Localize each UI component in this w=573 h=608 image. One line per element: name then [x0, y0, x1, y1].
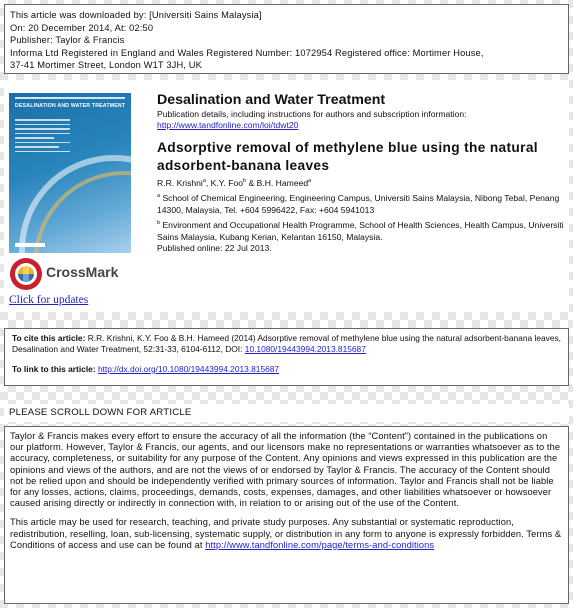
scroll-down-notice: PLEASE SCROLL DOWN FOR ARTICLE [4, 404, 569, 422]
author-name: & B.H. Hameed [246, 178, 309, 188]
affiliation-text: School of Chemical Engineering, Engineering Campus, Universiti Sains Malaysia, Nibong Tebal, Penang 14300, Malaysia, Tel. +604 5996422, Fax: +604 5941013 [157, 193, 560, 215]
affiliation-marker: a [202, 178, 206, 185]
doi-link[interactable]: 10.1080/19443994.2013.815687 [244, 344, 366, 355]
citation-box [4, 328, 569, 386]
cover-journal-name: DESALINATION AND WATER TREATMENT [15, 103, 126, 109]
disclaimer-paragraph: Taylor & Francis makes every effort to ensure the accuracy of all the information (the “Content”) contained in the publications on our platform. However, Taylor & Francis, our agents, and our licensors make no representations or warranties whatsoever as to the accuracy, completeness, or suitability for any purpose of the Content. Any opinions and views expressed in this publication are the opinions and views of the authors, and are not the views of or endorsed by Taylor & Francis. The accuracy of the Content should not be relied upon and should be independently verified with primary sources of information. Taylor and Francis shall not be liable for any losses, actions, claims, proceedings, demands, costs, expenses, damages, and other liabilities whatsoever or howsoever caused arising directly or indirectly in connection with, in relation to or arising out of the use of the Content. [10, 431, 561, 509]
crossmark-text: CrossMark [46, 264, 119, 280]
link-label: To link to this article: [12, 363, 98, 374]
affiliation-b [157, 220, 565, 243]
publication-details: Publication details, including instructions for authors and subscription information: [157, 109, 467, 119]
author-list [157, 178, 565, 189]
journal-title: Desalination and Water Treatment [157, 92, 386, 108]
publisher-line: Publisher: Taylor & Francis [10, 35, 125, 46]
download-date-line: On: 20 December 2014, At: 02:50 [10, 22, 154, 33]
affiliation-marker: a [308, 178, 312, 185]
affiliation-marker: b [157, 220, 161, 227]
registration-line: Informa Ltd Registered in England and Wales Registered Number: 1072954 Registered office: Mortimer House, [10, 47, 484, 58]
author-name: R.R. Krishni [157, 178, 203, 188]
article-meta [157, 92, 565, 254]
crossmark-badge[interactable] [9, 257, 119, 293]
usage-paragraph [10, 517, 563, 551]
address-line: 37-41 Mortimer Street, London W1T 3JH, UK [10, 60, 202, 71]
download-line: This article was downloaded by: [Universiti Sains Malaysia] [10, 10, 262, 20]
article-doi-url-link[interactable]: http://dx.doi.org/10.1080/19443994.2013.815687 [97, 363, 280, 374]
download-info-box [4, 4, 569, 74]
affiliation-marker: b [243, 178, 247, 185]
article-link-row [12, 364, 561, 375]
cite-text: R.R. Krishni, K.Y. Foo & B.H. Hameed (2014) Adsorptive removal of methylene blue using the natural adsorbent-banana leaves, Desalination and Water Treatment, 52:31-33, 6104-6112, DOI: [12, 333, 561, 355]
published-date: Published online: 22 Jul 2013. [157, 243, 272, 254]
journal-cover-image [9, 93, 131, 253]
affiliation-a [157, 193, 565, 216]
click-for-updates-link[interactable]: Click for updates [9, 294, 89, 306]
author-name: , K.Y. Foo [205, 178, 244, 188]
article-title: Adsorptive removal of methylene blue using the natural adsorbent-banana leaves [157, 140, 538, 173]
usage-text: This article may be used for research, teaching, and private study purposes. Any substantial or systematic reproduction, redistribution, reselling, loan, sub-licensing, systematic supply, or distribution in any form to anyone is expressly forbidden. Terms & Conditions of access and use can be found at [10, 517, 562, 550]
terms-box [4, 426, 569, 604]
journal-url-link[interactable]: http://www.tandfonline.com/loi/tdwt20 [157, 120, 299, 130]
crossmark-icon [9, 257, 43, 291]
article-header [4, 80, 569, 312]
affiliation-text: Environment and Occupational Health Programme, School of Health Sciences, Health Campus, Universiti Sains Malaysia, Kubang Kerian, Kelantan 16150, Malaysia. [157, 220, 564, 242]
citation [12, 333, 561, 356]
affiliation-marker: a [157, 193, 161, 200]
terms-link[interactable]: http://www.tandfonline.com/page/terms-and-conditions [205, 539, 435, 550]
cite-label: To cite this article: [12, 333, 86, 343]
